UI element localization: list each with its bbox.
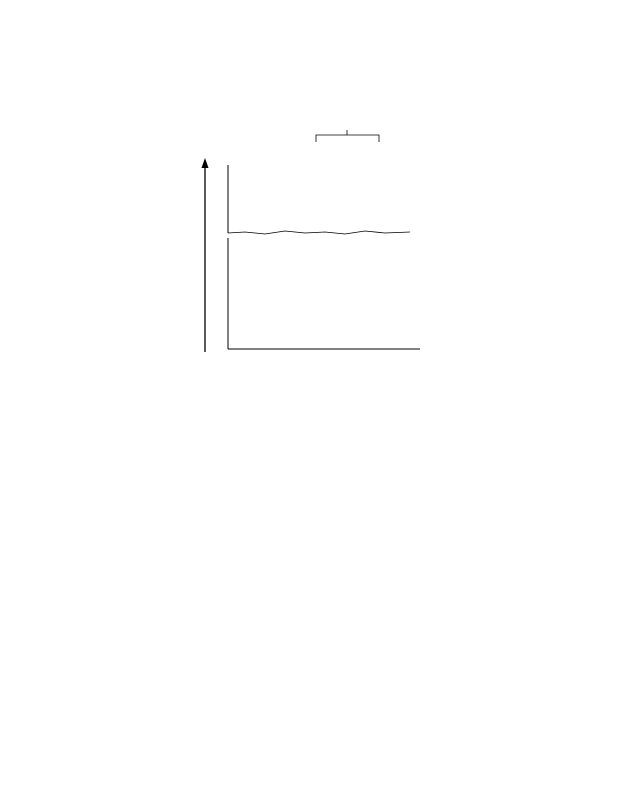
top-baseline bbox=[228, 231, 410, 234]
y-axis-arrow-icon bbox=[202, 158, 209, 168]
figure-9-32 bbox=[185, 130, 455, 382]
inset-bracket bbox=[316, 135, 379, 142]
